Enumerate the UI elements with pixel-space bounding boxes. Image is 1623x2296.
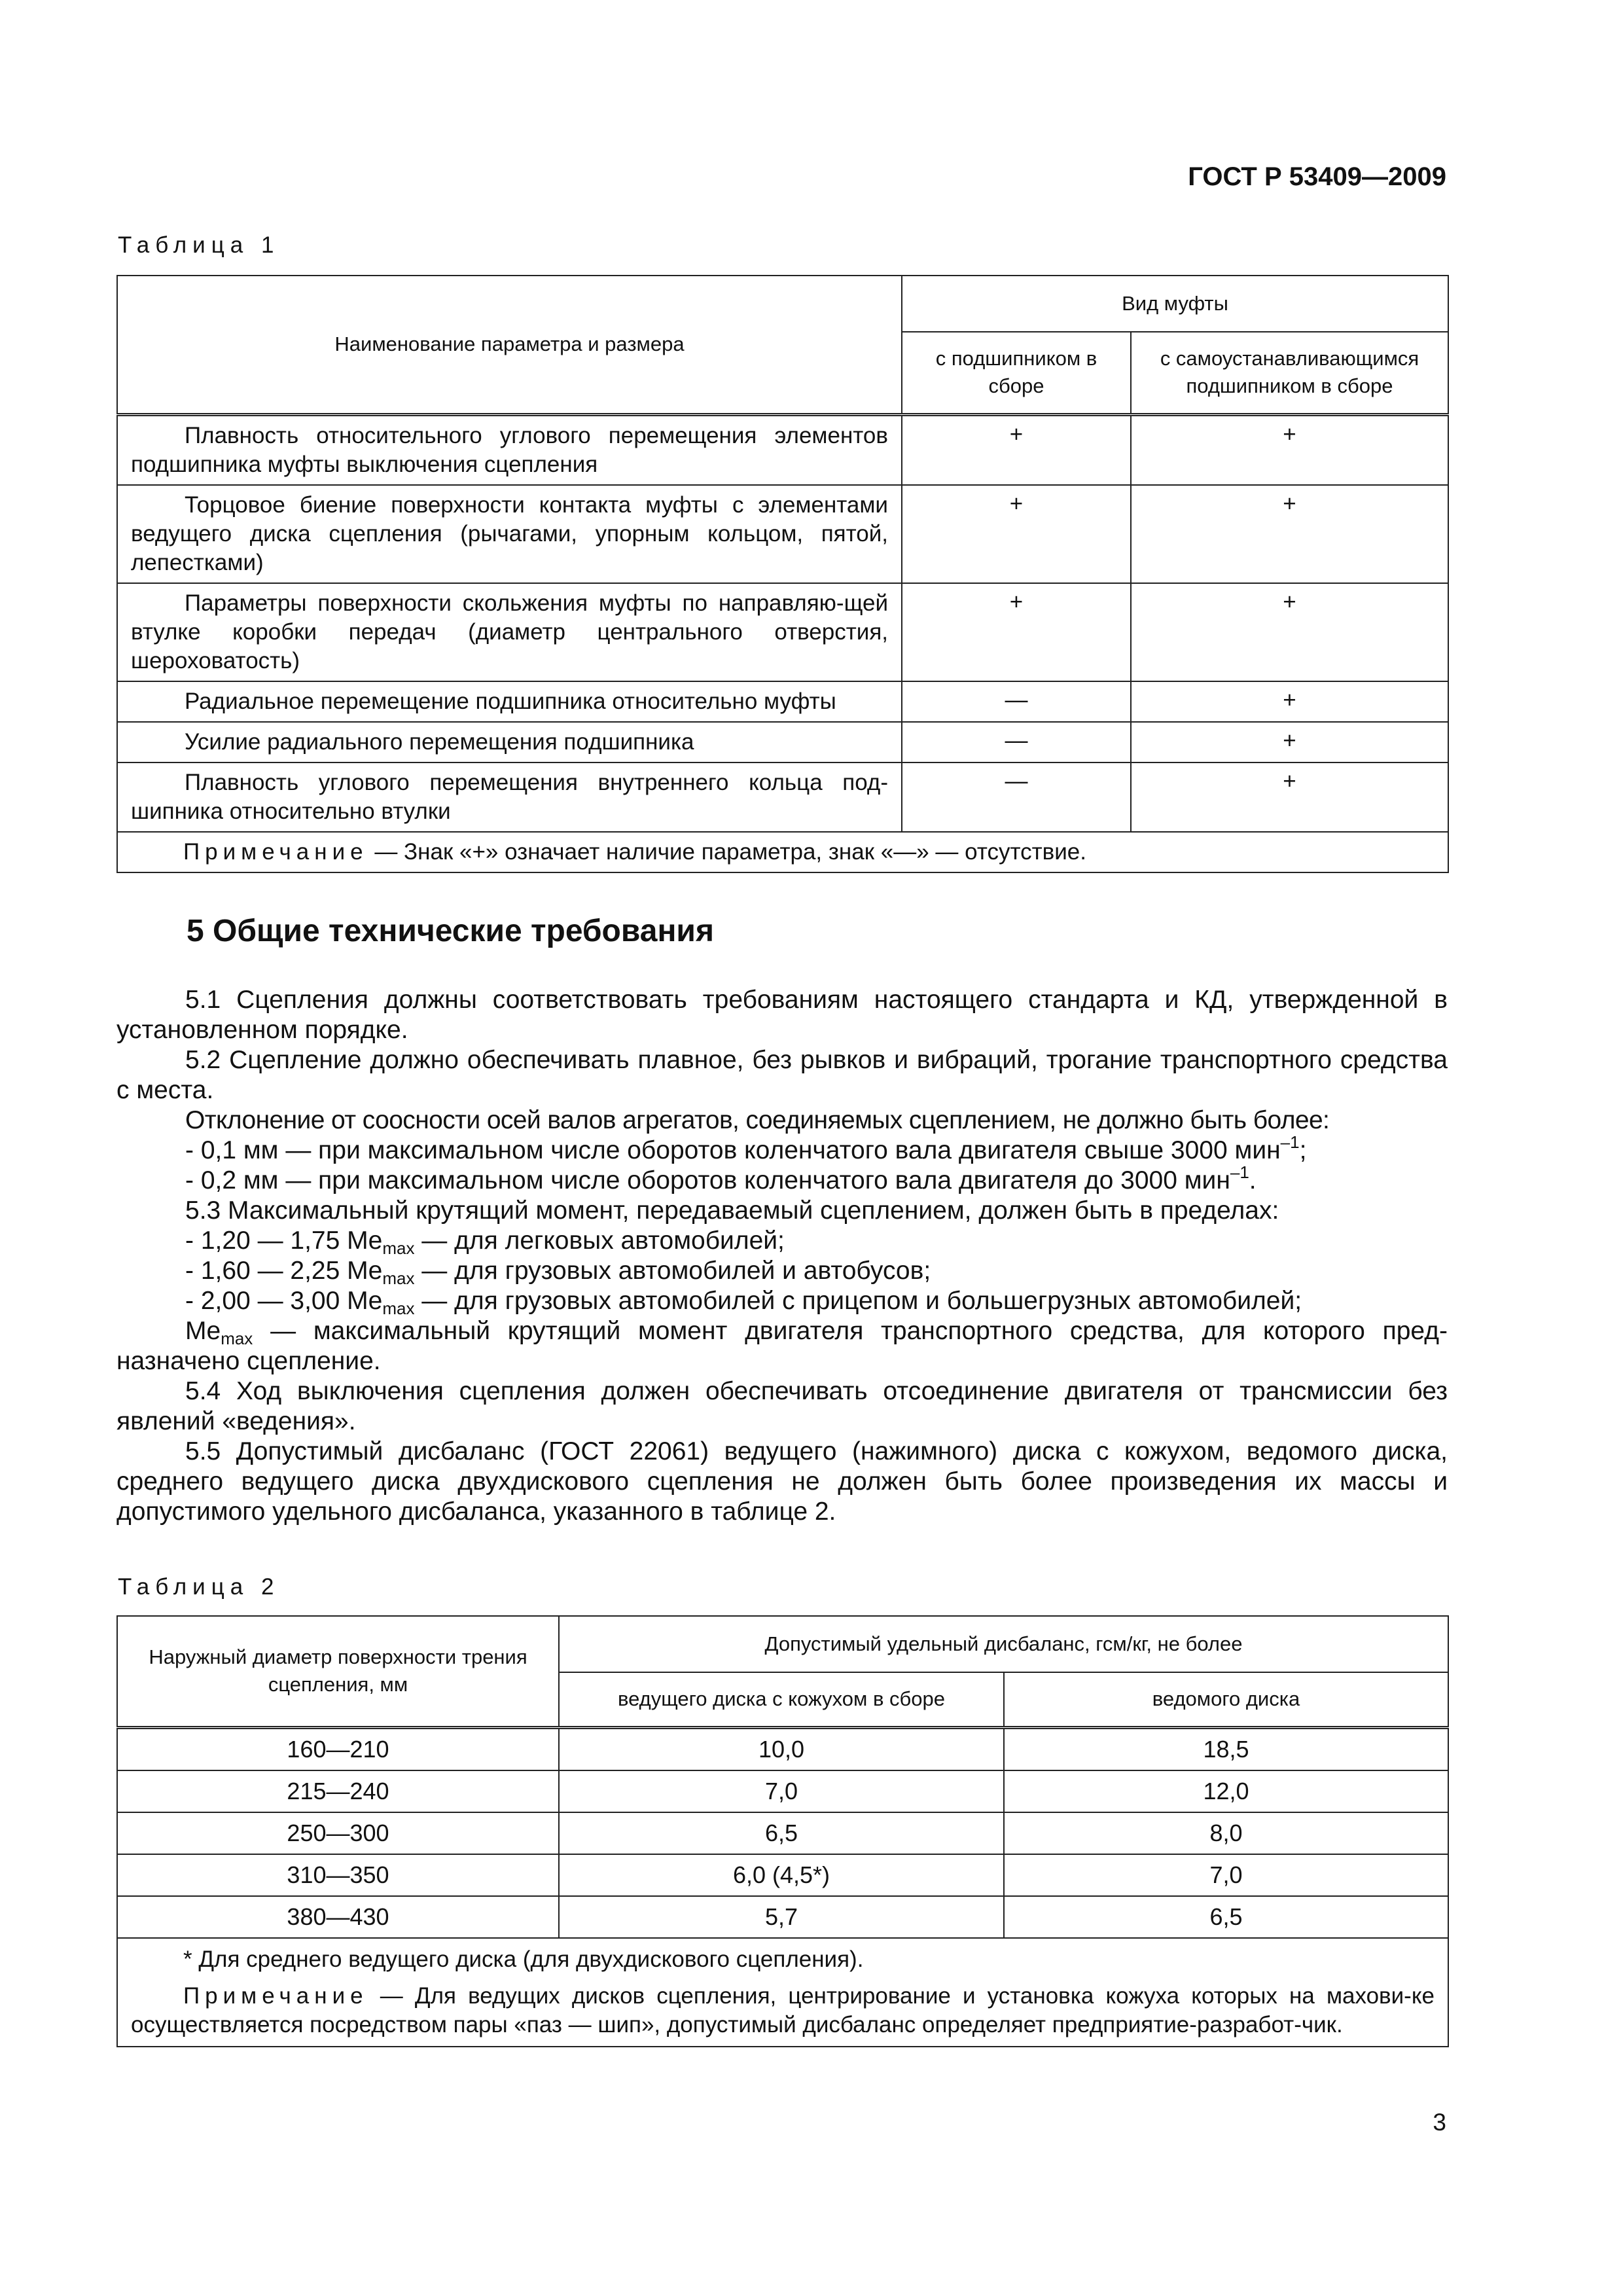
table2-diameter: 160—210 — [117, 1727, 559, 1770]
list-item-text: - 1,60 — 2,25 Me — [185, 1257, 383, 1285]
table-row — [117, 485, 1448, 583]
table1-param: Радиальное перемещение подшипника относительно муфты — [117, 681, 902, 722]
superscript: –1 — [1230, 1162, 1249, 1182]
table2-value-a: 5,7 — [559, 1896, 1004, 1938]
table1-param: Плавность относительного углового перемещения элементов подшипника муфты выключения сцепления — [117, 414, 902, 485]
subscript: max — [382, 1268, 415, 1288]
paragraph: 5.5 Допустимый дисбаланс (ГОСТ 22061) ведущего (нажимного) диска с кожухом, ведомого диска, среднего ведущего диска двухдискового сцепления не должен быть более произведения их массы и допустимого удельного дисбаланса, указанного в таблице 2. — [116, 1437, 1448, 1526]
table1-note-text: — Знак «+» означает наличие параметра, знак «—» — отсутствие. — [368, 838, 1086, 865]
table-row — [117, 1727, 1448, 1770]
table2-header-col-b: ведомого диска — [1004, 1672, 1448, 1727]
table-row — [117, 681, 1448, 722]
table1-mark-a: + — [902, 414, 1131, 485]
list-item — [116, 1286, 1448, 1316]
list-item-text: — для грузовых автомобилей с прицепом и большегрузных автомобилей; — [414, 1287, 1302, 1315]
subscript: max — [221, 1329, 253, 1348]
paragraph: 5.4 Ход выключения сцепления должен обеспечивать отсоединение двигателя от трансмиссии без явлений «ведения». — [116, 1377, 1448, 1435]
table2-note-lead: Примечание — [183, 1982, 368, 2009]
table1-param: Торцовое биение поверхности контакта муфты с элементами ведущего диска сцепления (рычагами, упорным кольцом, пятой, лепестками) — [117, 485, 902, 583]
table1-param: Плавность углового перемещения внутреннего кольца под-шипника относительно втулки — [117, 762, 902, 832]
list-item — [116, 1256, 1448, 1286]
list-item-end: ; — [1299, 1136, 1307, 1164]
list-item-text: — для легковых автомобилей; — [414, 1227, 785, 1255]
table1-header-group: Вид муфты — [902, 276, 1448, 332]
table2-header-group: Допустимый удельный дисбаланс, гсм/кг, не более — [559, 1616, 1448, 1672]
table2-diameter: 380—430 — [117, 1896, 559, 1938]
paragraph: 5.2 Сцепление должно обеспечивать плавное, без рывков и вибраций, трогание транспортного средства с места. — [116, 1046, 1448, 1104]
table1-param: Усилие радиального перемещения подшипника — [117, 722, 902, 762]
table2-footnote: * Для среднего ведущего диска (для двухдискового сцепления). — [183, 1946, 864, 1972]
list-item-text: - 1,20 — 1,75 Me — [185, 1227, 383, 1255]
table2-value-b: 7,0 — [1004, 1854, 1448, 1896]
table-row — [117, 583, 1448, 681]
table1-mark-a: — — [902, 762, 1131, 832]
section-title: 5 Общие технические требования — [187, 914, 714, 948]
table2-value-b: 8,0 — [1004, 1812, 1448, 1854]
list-item-text: - 0,2 мм — при максимальном числе оборотов коленчатого вала двигателя до 3000 мин — [185, 1166, 1230, 1194]
table2-header-col-a: ведущего диска с кожухом в сборе — [559, 1672, 1004, 1727]
table1 — [116, 275, 1449, 873]
table2-note — [131, 1982, 1435, 2039]
list-item — [116, 1226, 1448, 1256]
table2-note-text: — Для ведущих дисков сцепления, центрирование и установка кожуха которых на махови-ке осуществляется посредством пары «паз — шип», допустимый дисбаланс определяет предприятие-разработ-чик. — [131, 1982, 1435, 2037]
table1-mark-a: + — [902, 583, 1131, 681]
document-code: ГОСТ Р 53409—2009 — [1188, 162, 1446, 191]
table-row — [117, 722, 1448, 762]
paragraph: Отклонение от соосности осей валов агрегатов, соединяемых сцеплением, не должно быть более: — [185, 1106, 1330, 1134]
list-item-text: - 2,00 — 3,00 Me — [185, 1287, 383, 1315]
table2-value-a: 7,0 — [559, 1770, 1004, 1812]
table2-value-a: 6,0 (4,5*) — [559, 1854, 1004, 1896]
table2-diameter: 250—300 — [117, 1812, 559, 1854]
table2-value-b: 12,0 — [1004, 1770, 1448, 1812]
table2-diameter: 310—350 — [117, 1854, 559, 1896]
list-item-text: — для грузовых автомобилей и автобусов; — [414, 1257, 931, 1285]
table2-value-a: 10,0 — [559, 1727, 1004, 1770]
section-body — [116, 985, 1448, 1527]
table1-header-param: Наименование параметра и размера — [117, 276, 902, 414]
table-row — [117, 1854, 1448, 1896]
table2-value-a: 6,5 — [559, 1812, 1004, 1854]
table-row — [117, 1812, 1448, 1854]
table1-param: Параметры поверхности скольжения муфты по направляю-щей втулке коробки передач (диаметр центрального отверстия, шероховатость) — [117, 583, 902, 681]
table1-mark-a: — — [902, 681, 1131, 722]
superscript: –1 — [1280, 1132, 1300, 1152]
table-row — [117, 414, 1448, 485]
list-item-text: - 0,1 мм — при максимальном числе оборотов коленчатого вала двигателя свыше 3000 мин — [185, 1136, 1281, 1164]
table2-footer — [117, 1938, 1448, 2047]
table2 — [116, 1615, 1449, 2047]
table2-caption: Таблица 2 — [118, 1574, 280, 1600]
table1-mark-b: + — [1131, 762, 1448, 832]
table1-header-col-b: с самоустанавливающимся подшипником в сборе — [1131, 332, 1448, 414]
list-item — [116, 1132, 1448, 1166]
table2-value-b: 6,5 — [1004, 1896, 1448, 1938]
table1-note-lead: Примечание — [183, 838, 368, 865]
list-item-end: . — [1249, 1166, 1257, 1194]
table1-mark-b: + — [1131, 583, 1448, 681]
table1-header-col-a: с подшипником в сборе — [902, 332, 1131, 414]
table1-mark-b: + — [1131, 722, 1448, 762]
table1-mark-a: — — [902, 722, 1131, 762]
page-number: 3 — [1433, 2109, 1446, 2136]
table1-mark-b: + — [1131, 414, 1448, 485]
subscript: max — [382, 1299, 415, 1318]
paragraph — [116, 1316, 1448, 1376]
paragraph: 5.1 Сцепления должны соответствовать требованиям настоящего стандарта и КД, утвержденной в установленном порядке. — [116, 986, 1448, 1044]
paragraph: 5.3 Максимальный крутящий момент, передаваемый сцеплением, должен быть в пределах: — [185, 1196, 1279, 1225]
paragraph-text: Me — [185, 1317, 221, 1345]
table1-caption: Таблица 1 — [118, 232, 280, 258]
table2-value-b: 18,5 — [1004, 1727, 1448, 1770]
table1-mark-b: + — [1131, 485, 1448, 583]
table-row — [117, 1896, 1448, 1938]
table-row — [117, 762, 1448, 832]
table1-mark-a: + — [902, 485, 1131, 583]
table-row — [117, 1770, 1448, 1812]
table2-header-diameter: Наружный диаметр поверхности трения сцепления, мм — [117, 1616, 559, 1727]
table1-mark-b: + — [1131, 681, 1448, 722]
list-item — [116, 1162, 1448, 1196]
table2-diameter: 215—240 — [117, 1770, 559, 1812]
subscript: max — [382, 1238, 415, 1258]
table1-note — [117, 832, 1448, 872]
paragraph-text: — максимальный крутящий момент двигателя транспортного средства, для которого пред-назначено сцепление. — [116, 1317, 1448, 1375]
